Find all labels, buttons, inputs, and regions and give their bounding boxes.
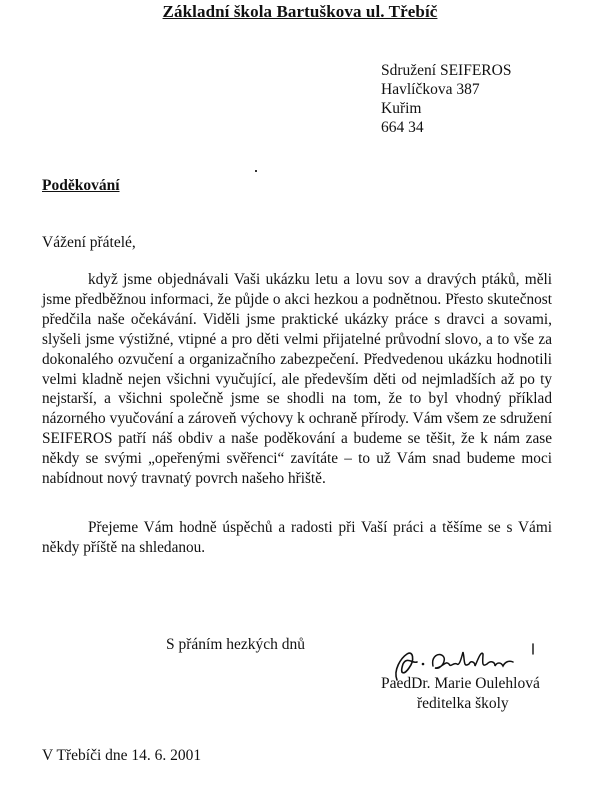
place-and-date: V Třebíči dne 14. 6. 2001	[42, 747, 202, 764]
letter-heading: Poděkování	[42, 177, 120, 194]
scan-speck	[255, 170, 257, 172]
recipient-street: Havlíčkova 387	[381, 81, 480, 98]
closing-phrase: S přáním hezkých dnů	[166, 636, 306, 653]
salutation: Vážení přátelé,	[42, 234, 136, 251]
signer-block	[381, 674, 540, 714]
recipient-name: Sdružení SEIFEROS	[381, 62, 512, 79]
signer-role: ředitelka školy	[417, 695, 509, 712]
school-title: Základní škola Bartuškova ul. Třebíč	[162, 2, 438, 21]
recipient-city: Kuřim	[381, 100, 422, 117]
recipient-zip: 664 34	[381, 119, 424, 136]
body-paragraph-1: když jsme objednávali Vaši ukázku letu a lovu sov a dravých ptáků, měli jsme předběžnou informaci, že půjde o akci hezkou a podnětnou. Přesto skutečnost předčila naše očekávání. Viděli jsme praktické ukázky práce s dravci a sovami, slyšeli jsme výstižné, vtipné a pro děti velmi přijatelné průvodní slovo, a to vše za dokonalého ozvučení a organizačního zabezpečení. Předvedenou ukázku hodnotili velmi kladně nejen všichni vyučující, ale především děti od nejmladších až po ty nejstarší, a všichni společně jsme se shodli na tom, že to byl vhodný příklad názorného vyučování a zároveň výchovy k ochraně přírody. Vám všem ze sdružení SEIFEROS patří náš obdiv a naše poděkování a budeme se těšit, že k nám zase někdy se svými „opeřenými svěřenci“ zavítáte – to už Vám snad budeme moci nabídnout nový travnatý povrch našeho hřiště.	[42, 271, 552, 488]
signer-name: PaedDr. Marie Oulehlová	[381, 675, 540, 692]
recipient-address	[381, 61, 511, 137]
body-paragraph-2: Přejeme Vám hodně úspěchů a radosti při Vaší práci a těšíme se s Vámi někdy příště na shledanou.	[42, 519, 552, 556]
